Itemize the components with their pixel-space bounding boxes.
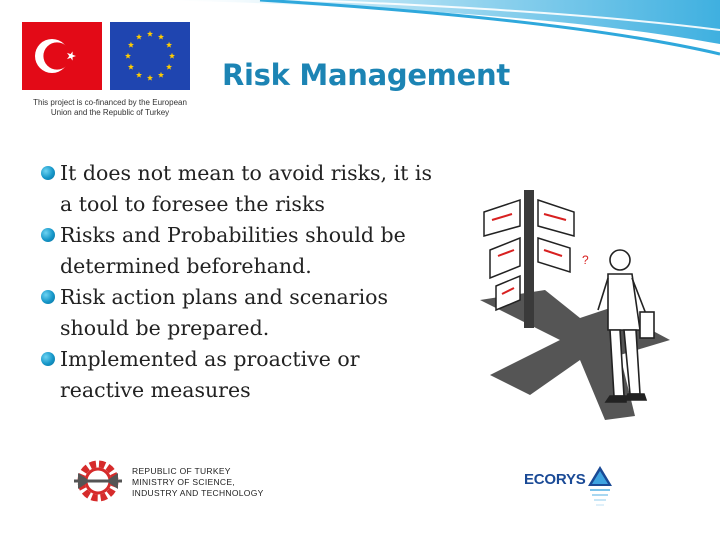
bullet-item [40, 282, 510, 344]
ministry-name [132, 466, 322, 499]
svg-text:?: ? [582, 253, 589, 267]
bullet-dot-icon [41, 352, 55, 366]
bullet-line: a tool to foresee the risks [60, 192, 325, 216]
cofinance-notice [12, 98, 208, 118]
ecorys-triangle-icon [588, 466, 612, 508]
cofinance-line: This project is co-financed by the European [33, 98, 187, 107]
bullet-list [40, 158, 510, 406]
ministry-line: REPUBLIC OF TURKEY [132, 466, 231, 476]
bullet-dot-icon [41, 228, 55, 242]
bullet-line: Risks and Probabilities should be [60, 223, 406, 247]
bullet-item [40, 220, 510, 282]
turkey-flag-icon [22, 22, 102, 90]
bullet-line: Implemented as proactive or [60, 347, 360, 371]
ecorys-logo-text: ECORYS [524, 471, 586, 488]
slide-title: Risk Management [222, 58, 510, 92]
ministry-line: INDUSTRY AND TECHNOLOGY [132, 488, 264, 498]
bullet-line: determined beforehand. [60, 254, 312, 278]
cofinance-line: Union and the Republic of Turkey [50, 108, 170, 117]
ministry-gear-icon [68, 459, 128, 503]
signpost-illustration [470, 190, 675, 425]
bullet-dot-icon [41, 290, 55, 304]
bullet-line: reactive measures [60, 378, 251, 402]
bullet-line: should be prepared. [60, 316, 270, 340]
eu-flag-icon [110, 22, 190, 90]
bullet-item [40, 344, 510, 406]
bullet-item [40, 158, 510, 220]
bullet-line: It does not mean to avoid risks, it is [60, 161, 432, 185]
bullet-line: Risk action plans and scenarios [60, 285, 388, 309]
ministry-line: MINISTRY OF SCIENCE, [132, 477, 235, 487]
bullet-dot-icon [41, 166, 55, 180]
